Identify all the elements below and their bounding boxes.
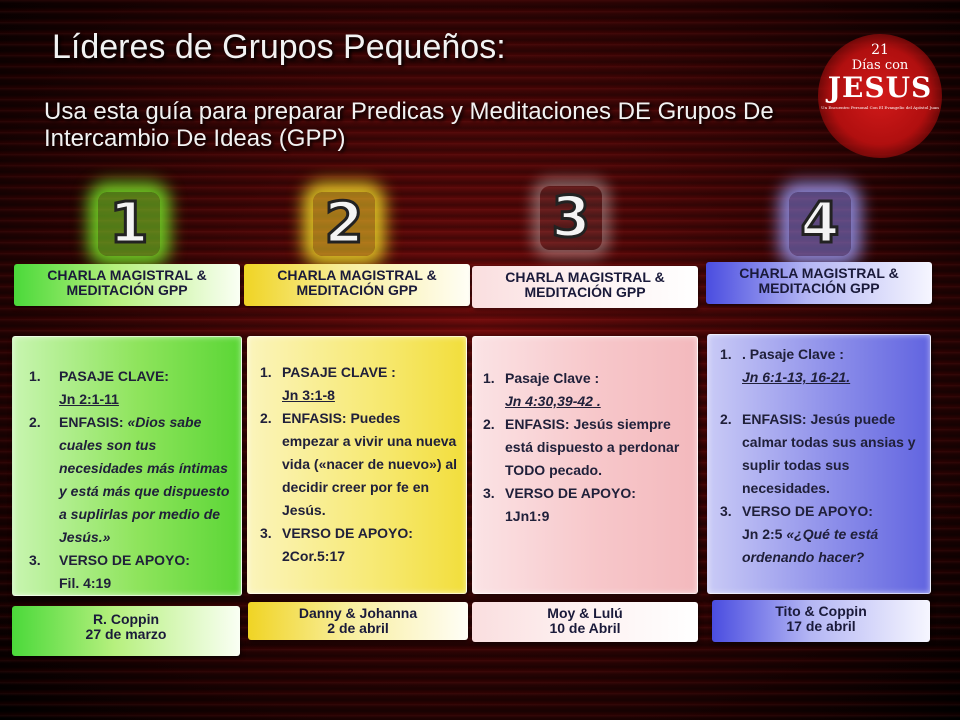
list-item: 2. ENFASIS: Jesús puede calmar todas sus ansias y suplir todas sus necesidades. (720, 411, 916, 496)
item-label: ENFASIS: (505, 416, 570, 432)
item-label: . Pasaje Clave : (742, 346, 844, 362)
list-item: 1. Pasaje Clave : Jn 4:30,39-42 . (483, 367, 691, 413)
list-item: 2. ENFASIS: «Dios sabe cuales son tus necesidades más íntimas y está más que dispuesto a suplirlas por medio de Jesús.» (29, 414, 230, 545)
scripture-reference: 2Cor.5:17 (282, 548, 346, 564)
item-label: PASAJE CLAVE : (282, 364, 396, 380)
emphasis-text: Puedes empezar a vivir una nueva vida («nacer de nuevo») al decidir creer por fe en Jesús. (282, 410, 458, 518)
item-label: PASAJE CLAVE: (59, 368, 169, 384)
logo-jesus: JESUS (827, 71, 933, 104)
date: 2 de abril (327, 620, 389, 636)
logo-number: 21 (871, 42, 889, 58)
presenter: Tito & Coppin (775, 603, 867, 619)
header-line2: MEDITACIÓN GPP (524, 284, 646, 300)
column-3-card (472, 336, 698, 594)
column-4-footer (712, 600, 930, 642)
item-label: ENFASIS: (282, 410, 347, 426)
logo-days: Días con (851, 58, 909, 73)
step-number-2: 2 (313, 192, 375, 256)
item-label: VERSO DE APOYO: (282, 525, 413, 541)
list-item: 1. . Pasaje Clave : Jn 6:1-13, 16-21. (720, 343, 924, 389)
scripture-reference: Jn 3:1-8 (282, 387, 335, 403)
step-number-4: 4 (789, 192, 851, 256)
date: 17 de abril (786, 618, 856, 634)
item-label: ENFASIS: (59, 414, 124, 430)
date: 27 de marzo (85, 626, 167, 642)
emphasis-text: «Dios sabe cuales son tus necesidades más íntimas y está más que dispuesto a suplirlas por medio de Jesús.» (59, 414, 230, 545)
list-item: 3. VERSO DE APOYO: 2Cor.5:17 (260, 522, 460, 568)
header-line2: MEDITACIÓN GPP (296, 282, 418, 298)
column-3-footer (472, 602, 698, 642)
logo-tagline: Un Encuentro Personal Con El Evangelio del Apóstol Juan (821, 105, 939, 110)
scripture-reference: Jn 2:5 (742, 526, 783, 542)
column-4-card (707, 334, 931, 594)
column-4-header (706, 262, 932, 304)
page-title: Líderes de Grupos Pequeños: (52, 28, 506, 66)
column-2-footer (248, 602, 468, 640)
item-label: VERSO DE APOYO: (505, 485, 636, 501)
item-label: ENFASIS: (742, 411, 807, 427)
header-line2: MEDITACIÓN GPP (758, 280, 880, 296)
scripture-reference: Jn 2:1-11 (59, 391, 119, 407)
subtitle-line2: Intercambio De Ideas (GPP) (44, 125, 346, 152)
header-line1: CHARLA MAGISTRAL & (505, 269, 665, 285)
column-1-footer (12, 606, 240, 656)
step-number-3: 3 (540, 186, 602, 250)
date: 10 de Abril (549, 620, 621, 636)
list-item: 1. PASAJE CLAVE: Jn 2:1-11 (29, 365, 235, 411)
header-line1: CHARLA MAGISTRAL & (47, 267, 207, 283)
item-label: VERSO DE APOYO: (742, 503, 873, 519)
item-label: VERSO DE APOYO: (59, 552, 190, 568)
21-dias-con-jesus-logo (818, 34, 942, 158)
item-label: Pasaje Clave : (505, 370, 600, 386)
list-item: 2. ENFASIS: Jesús siempre está dispuesto a perdonar TODO pecado. (483, 416, 680, 478)
column-2-header (244, 264, 470, 306)
column-2-card (247, 336, 467, 594)
emphasis-text: Jesús siempre está dispuesto a perdonar TODO pecado. (505, 416, 680, 478)
quote-text: «¿Qué te está ordenando hacer? (742, 526, 879, 565)
column-3-header (472, 266, 698, 308)
presenter: Moy & Lulú (547, 605, 623, 621)
scripture-reference: 1Jn1:9 (505, 508, 550, 524)
subtitle-line1: Usa esta guía para preparar Predicas y Meditaciones DE Grupos De (44, 98, 774, 125)
presenter: Danny & Johanna (298, 605, 418, 621)
subtitle (44, 98, 904, 152)
column-1-header (14, 264, 240, 306)
header-line1: CHARLA MAGISTRAL & (739, 265, 899, 281)
list-item: 1. PASAJE CLAVE : Jn 3:1-8 (260, 361, 460, 407)
list-item: 3. VERSO DE APOYO: Fil. 4:19 (29, 549, 235, 595)
emphasis-text: Jesús puede calmar todas sus ansias y suplir todas sus necesidades. (742, 411, 916, 496)
list-item: 2. ENFASIS: Puedes empezar a vivir una nueva vida («nacer de nuevo») al decidir creer por fe en Jesús. (260, 410, 458, 518)
scripture-reference: Jn 6:1-13, 16-21. (742, 369, 851, 385)
presenter: R. Coppin (92, 611, 160, 627)
list-item: 3. VERSO DE APOYO: Jn 2:5 «¿Qué te está ordenando hacer? (720, 500, 924, 569)
header-line2: MEDITACIÓN GPP (66, 282, 188, 298)
scripture-reference: Jn 4:30,39-42 . (505, 393, 601, 409)
column-1-card (12, 336, 242, 596)
header-line1: CHARLA MAGISTRAL & (277, 267, 437, 283)
list-item: 3. VERSO DE APOYO: 1Jn1:9 (483, 482, 691, 528)
step-number-1: 1 (98, 192, 160, 256)
scripture-reference: Fil. 4:19 (59, 575, 112, 591)
